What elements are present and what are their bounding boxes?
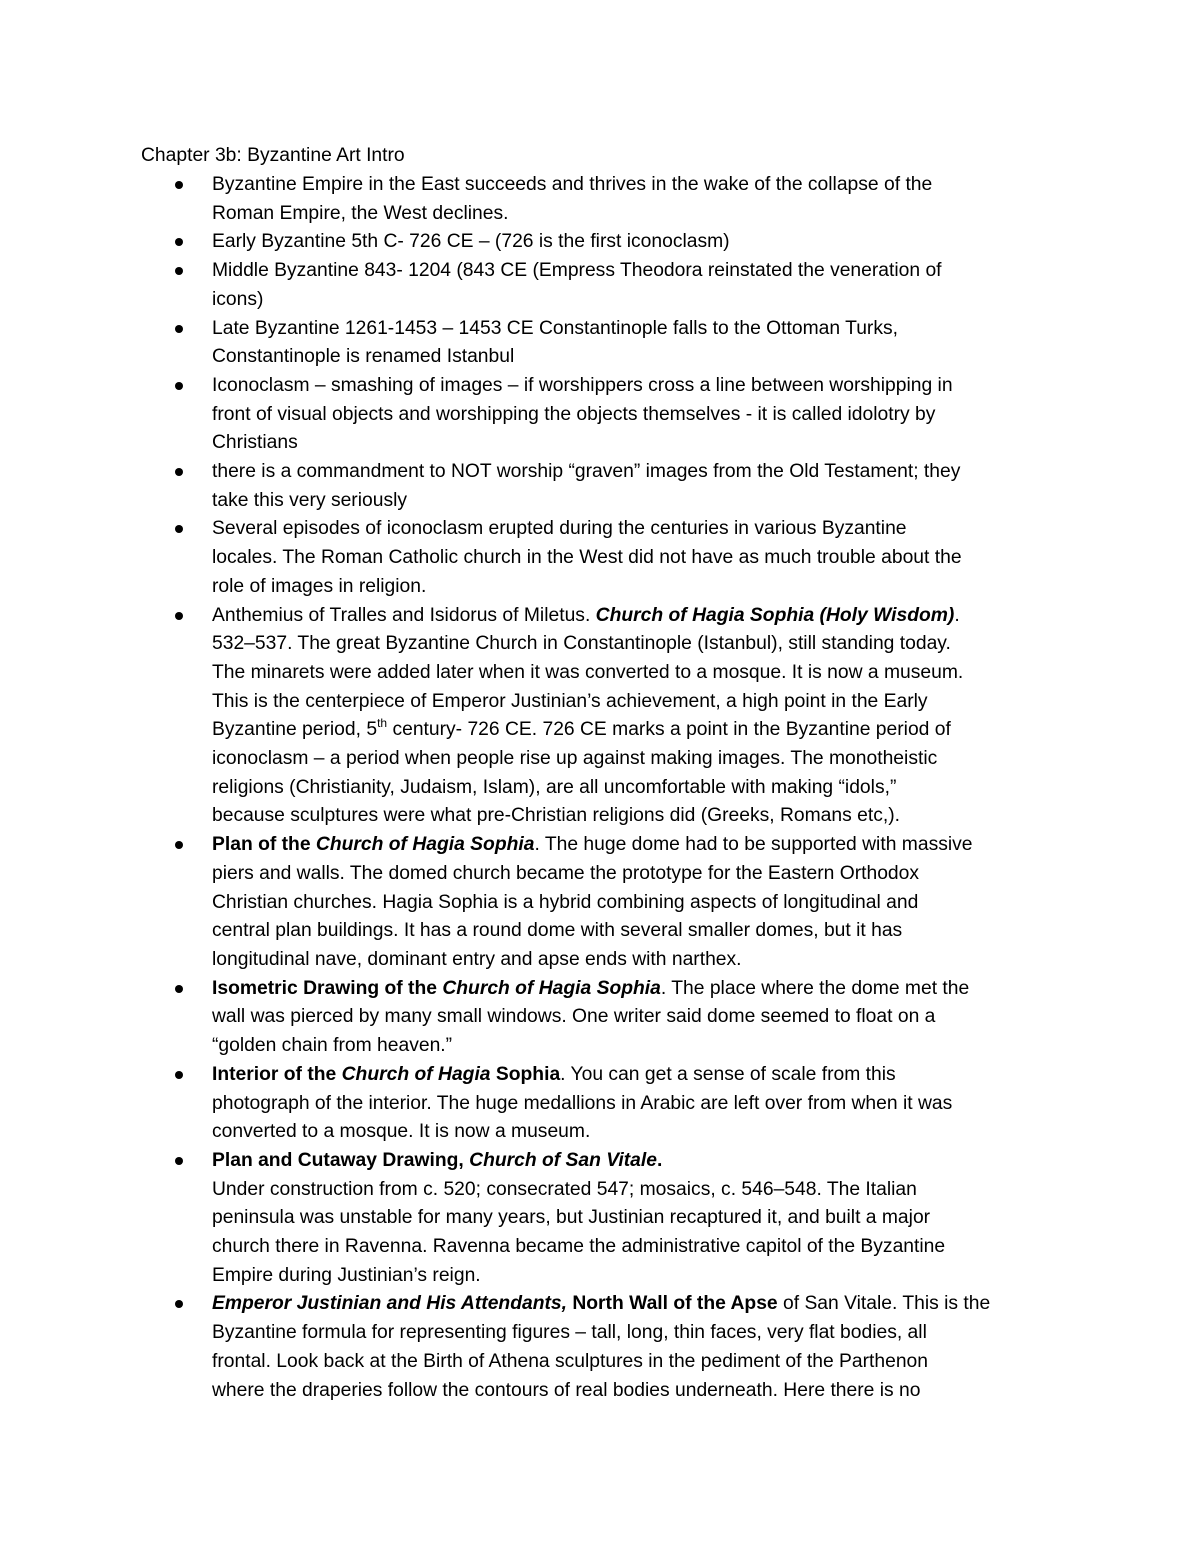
text-line: because sculptures were what pre-Christian religions did (Greeks, Romans etc,). [212, 805, 900, 827]
artwork-title: Emperor Justinian and His Attendants, [212, 1293, 567, 1315]
text-run: Byzantine period, 5 [212, 719, 378, 741]
text-run: . The place where the dome met the [660, 977, 970, 999]
text-line: locales. The Roman Catholic church in the West did not have as much trouble about the [212, 547, 962, 569]
text-line: Christian churches. Hagia Sophia is a hybrid combining aspects of longitudinal and [212, 891, 919, 913]
text-line: where the draperies follow the contours of real bodies underneath. Here there is no [212, 1379, 921, 1401]
text-line [212, 975, 1061, 1004]
text-line: “golden chain from heaven.” [212, 1035, 453, 1057]
text-line: This is the centerpiece of Emperor Justinian’s achievement, a high point in the Early [212, 690, 928, 712]
list-item [141, 515, 1061, 601]
list-item [141, 831, 1061, 975]
text-line: Iconoclasm – smashing of images – if worshippers cross a line between worshipping in [212, 374, 953, 396]
bullet-icon [175, 841, 183, 849]
text-line [212, 1147, 1061, 1176]
text-line: there is a commandment to NOT worship “graven” images from the Old Testament; they [212, 461, 961, 483]
text-run: . [954, 604, 960, 626]
list-item [141, 1061, 1061, 1147]
text-line: central plan buildings. It has a round dome with several smaller domes, but it has [212, 920, 903, 942]
text-line: peninsula was unstable for many years, but Justinian recaptured it, and built a major [212, 1207, 931, 1229]
list-item [141, 257, 1061, 314]
text-line: Empire during Justinian’s reign. [212, 1264, 481, 1286]
text-run: . You can get a sense of scale from this [560, 1063, 896, 1085]
bullet-icon [175, 181, 183, 189]
heading-run: Sophia [490, 1063, 561, 1085]
text-line: icons) [212, 288, 264, 310]
heading-run: Plan and Cutaway Drawing, [212, 1149, 470, 1171]
text-line: wall was pierced by many small windows. One writer said dome seemed to float on a [212, 1006, 936, 1028]
list-item [141, 171, 1061, 228]
bullet-icon [175, 525, 183, 533]
text-line: Early Byzantine 5th C- 726 CE – (726 is the first iconoclasm) [212, 231, 730, 253]
document-title: Chapter 3b: Byzantine Art Intro [141, 145, 405, 166]
artwork-title: Church of Hagia [341, 1063, 491, 1085]
text-line: Middle Byzantine 843- 1204 (843 CE (Empress Theodora reinstated the veneration of [212, 260, 942, 282]
bullet-icon [175, 612, 183, 620]
text-line: frontal. Look back at the Birth of Athena sculptures in the pediment of the Parthenon [212, 1350, 929, 1372]
artwork-title: Church of Hagia Sophia [315, 834, 535, 856]
text-line [212, 1061, 1061, 1090]
artwork-title: Church of Hagia Sophia [442, 977, 661, 999]
text-line: Byzantine Empire in the East succeeds and thrives in the wake of the collapse of the [212, 174, 933, 195]
list-item [141, 372, 1061, 458]
text-line: front of visual objects and worshipping the objects themselves - it is called idolotry by [212, 403, 936, 425]
text-run: . The huge dome had to be supported with massive [534, 834, 973, 856]
text-line: photograph of the interior. The huge medallions in Arabic are left over from when it was [212, 1092, 953, 1114]
list-item [141, 228, 1061, 257]
text-line: 532–537. The great Byzantine Church in Constantinople (Istanbul), still standing today. [212, 633, 951, 655]
text-line [212, 716, 1061, 745]
superscript: th [377, 715, 388, 730]
text-run: of San Vitale. This is the [777, 1293, 991, 1315]
list-item [141, 602, 1061, 832]
text-line: Roman Empire, the West declines. [212, 202, 509, 224]
list-item [141, 315, 1061, 372]
heading-run: Isometric Drawing of the [212, 977, 443, 999]
bullet-icon [175, 985, 183, 993]
bullet-list [141, 171, 1061, 1405]
text-line: religions (Christianity, Judaism, Islam), are all uncomfortable with making “idols,” [212, 776, 897, 798]
text-line: iconoclasm – a period when people rise up against making images. The monotheistic [212, 748, 938, 770]
text-line: converted to a mosque. It is now a museum. [212, 1121, 591, 1143]
text-line [212, 831, 1061, 860]
text-line: The minarets were added later when it was converted to a mosque. It is now a museum. [212, 661, 964, 683]
list-item [141, 1290, 1061, 1405]
text-line: take this very seriously [212, 489, 408, 511]
heading-run: Interior of the [212, 1063, 342, 1085]
bullet-icon [175, 1071, 183, 1079]
artwork-title: Church of San Vitale [469, 1149, 657, 1171]
text-run: century- 726 CE. 726 CE marks a point in the Byzantine period of [387, 719, 951, 741]
text-line: Byzantine formula for representing figures – tall, long, thin faces, very flat bodies, all [212, 1322, 927, 1344]
bullet-icon [175, 238, 183, 246]
heading-run: Plan of the [212, 834, 316, 856]
text-line: Under construction from c. 520; consecrated 547; mosaics, c. 546–548. The Italian [212, 1178, 917, 1200]
text-line: longitudinal nave, dominant entry and apse ends with narthex. [212, 948, 742, 970]
text-line: Several episodes of iconoclasm erupted during the centuries in various Byzantine [212, 518, 907, 540]
text-run: Anthemius of Tralles and Isidorus of Miletus. [212, 604, 596, 626]
bullet-icon [175, 468, 183, 476]
heading-run: North Wall of the Apse [566, 1293, 778, 1315]
list-item [141, 1147, 1061, 1291]
list-item [141, 975, 1061, 1061]
text-line [212, 602, 1061, 631]
bullet-icon [175, 267, 183, 275]
heading-run: . [656, 1149, 663, 1171]
text-line: role of images in religion. [212, 575, 427, 597]
list-item [141, 458, 1061, 515]
text-line: piers and walls. The domed church became the prototype for the Eastern Orthodox [212, 862, 920, 884]
text-line: Constantinople is renamed Istanbul [212, 346, 515, 368]
text-line [212, 1290, 1061, 1319]
bullet-icon [175, 325, 183, 333]
text-line: church there in Ravenna. Ravenna became the administrative capitol of the Byzantine [212, 1236, 946, 1258]
artwork-title: Church of Hagia Sophia (Holy Wisdom) [595, 604, 955, 626]
bullet-icon [175, 1300, 183, 1308]
bullet-icon [175, 1157, 183, 1165]
text-line: Late Byzantine 1261-1453 – 1453 CE Constantinople falls to the Ottoman Turks, [212, 317, 898, 339]
text-line: Christians [212, 432, 298, 454]
bullet-icon [175, 382, 183, 390]
